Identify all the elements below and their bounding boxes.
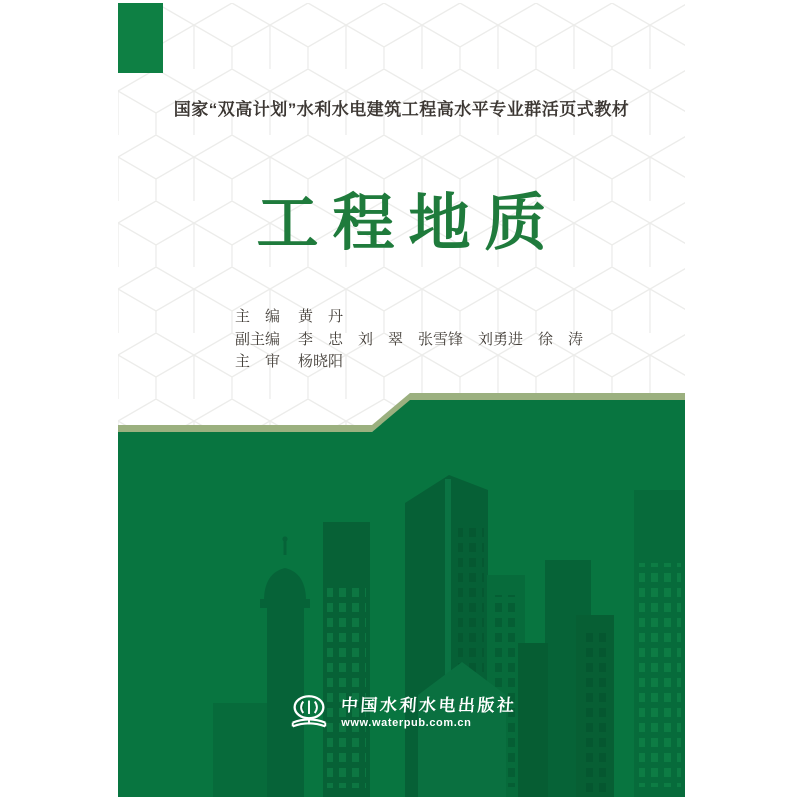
publisher-url: www.waterpub.com.cn [341,717,472,729]
editor-names: 李 忠 刘 翠 张雪锋 刘勇进 徐 涛 [298,330,584,348]
publisher-block [118,693,685,733]
publisher-text [341,696,517,730]
editor-role: 主 编 [235,308,281,325]
book-title: 工程地质 [256,190,561,258]
editor-role: 主 审 [235,353,281,370]
editor-names: 黄 丹 [298,308,344,325]
city-skyline-graphic [118,3,685,797]
book-cover [118,3,685,797]
publisher-name: 中国水利水电出版社 [340,696,518,715]
editor-role: 副主编 [235,330,281,348]
waterpub-logo-icon [286,693,332,733]
editor-names: 杨晓阳 [298,353,344,370]
series-title: 国家“双高计划”水利水电建筑工程高水平专业群活页式教材 [173,100,630,119]
